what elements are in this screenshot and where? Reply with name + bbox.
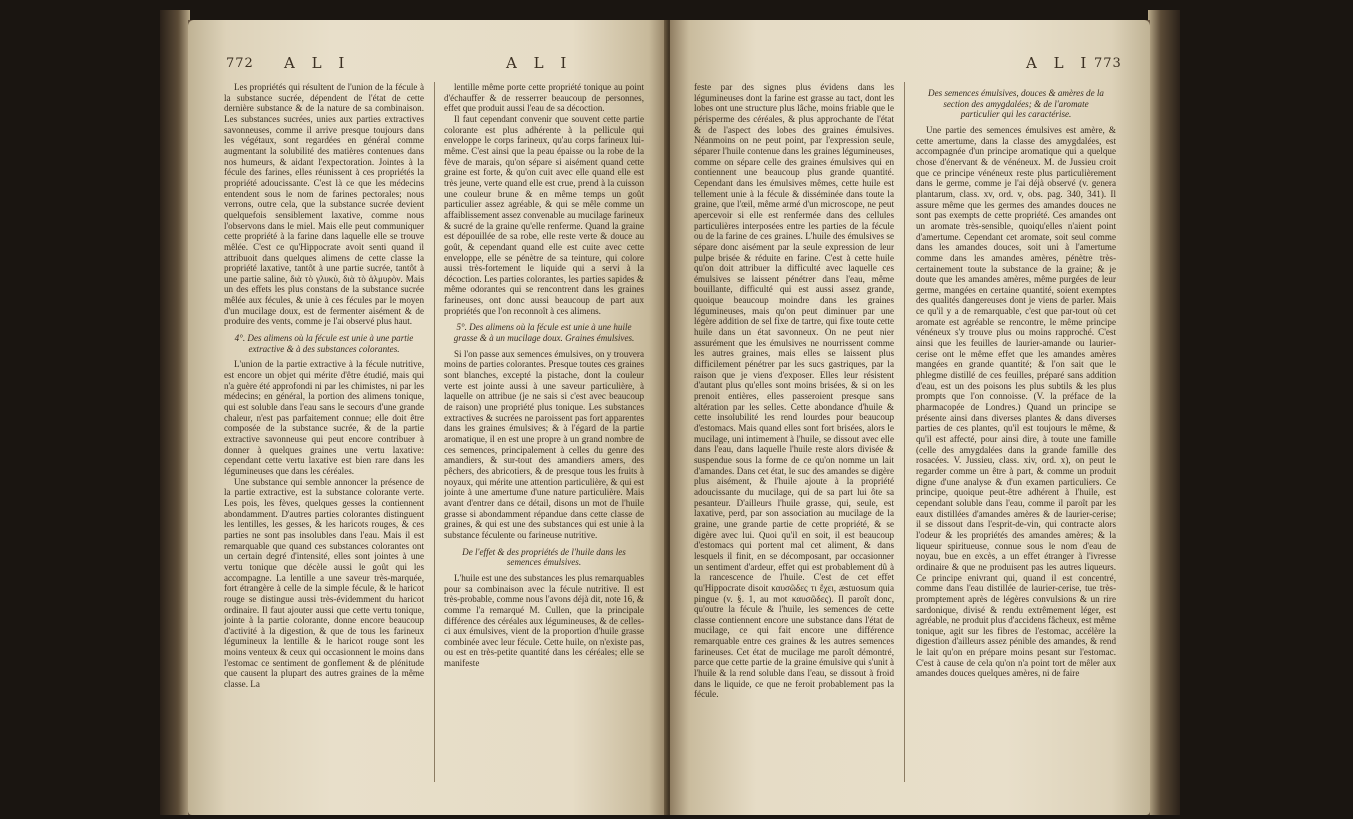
left-running-head-2: A L I: [506, 54, 573, 72]
column-rule: [904, 82, 905, 782]
section-heading: 5°. Des alimens où la fécule est unie à une huile grasse & à un mucilage doux. Graines émulsives.: [453, 322, 635, 344]
paragraph: L'union de la partie extractive à la fécule nutritive, est encore un objet qui mérite d'être étudié, mais qui n'a guère été approfondi ni par les chimistes, ni par les médecins; en général, la portion des alimens tonique, qui est soluble dans l'eau sans le secours d'une grande chaleur, n'est pas parfaitement connue; elle doit être composée de la substance sucrée, & de la partie extractive savonneuse qui peut encore contribuer à donner à quelques graines une vertu laxative: cependant cette vertu laxative est bien rare dans les légumineuses que dans les céréales.: [224, 359, 424, 476]
paragraph: Les propriétés qui résultent de l'union de la fécule à la substance sucrée, dépendent de l'état de cette dernière substance & de la nature de sa combinaison. Les substances sucrées, unies aux parties extractives savonneuses, comme il arrive presque toujours dans les végétaux, sont regardées en général comme augmentant la solubilité des matières contenues dans nos humeurs, & aidant l'expectoration. Jointes à la fécule des farines, elles réunissent à ces propriétés la propriété adoucissante. C'est là ce que les médecins entendent sous le nom de farines pectorales; nous verrons, outre cela, que la substance sucrée devient quelquefois sensiblement laxative, comme nous l'observons dans le miel. Mais elle peut communiquer cette propriété à la farine dans laquelle elle se trouve mêlée. C'est ce qu'Hippocrate avoit senti quand il attribuoit dans quelques alimens de cette classe la propriété laxative, tantôt à une partie sucrée, tantôt à une partie saline, διὰ τὸ γλυκὺ, διὰ τὸ ἁλμυρὸν. Mais un des effets les plus constans de la substance sucrée mêlée aux fécules, & unie à ces fécules par le moyen d'un mucilage doux, est de fermenter aisément & de produire des vents, comme je l'ai observé plus haut.: [224, 82, 424, 327]
section-heading: 4°. Des alimens où la fécule est unie à une partie extractive & à des substances colorantes.: [234, 333, 414, 354]
column-rule: [434, 82, 435, 782]
left-column-2: [444, 82, 644, 787]
right-column-1: [694, 82, 894, 787]
section-heading: De l'effet & des propriétés de l'huile dans les semences émulsives.: [462, 546, 626, 568]
paragraph: Il faut cependant convenir que souvent cette partie colorante est plus adhérente à la pellicule qui enveloppe le corps farineux, qu'au corps farineux lui-même. C'est ainsi que la peau épaisse ou la robe de la fève de marais, qu'on sépare si aisément quand cette graine est forte, & qu'on cuit avec elle quand elle est très jeune, verte quand elle est crue, prend à la cuisson une couleur brune & en même temps un goût particulier assez agréable, & qui se mêle comme un affaiblissement assez convenable au mucilage farineux & sucré de la graine qu'elle renferme. Quand la graine est dépouillée de sa robe, elle reste verte & douce au goût, & cependant quand elle est cuite avec cette enveloppe, elle se pénètre de sa teinture, qui colore aussi très-fortement le liquide qui a servi à la décoction. Les parties colorantes, les parties sapides & même odorantes qui se rencontrent dans les graines farineuses, ont donc aussi beaucoup de part aux propriétés que l'on reconnoît à ces alimens.: [444, 113, 644, 316]
book-edge-left: [160, 10, 190, 815]
paragraph: Une partie des semences émulsives est amère, & cette amertume, dans la classe des amygdalées, est accompagnée d'un principe aromatique qui a quelque chose d'énervant & de vénéneux. M. de Jussieu croit que ce principe vénéneux reste plus particulièrement dans le germe, comme je l'ai déjà observé (v. genera plantarum, class. xv, ord. v, obs. pag. 340, 341). Il assure même que les germes des amandes douces ne sont pas exempts de cette propriété. Ces amandes ont un aromate très-sensible, quoiqu'elles n'aient point d'amertume. Cependant cet aromate, soit seul comme dans les amandes douces, soit uni à l'amertume comme dans les amandes amères, pénètre très-certainement toute la substance de la graine; & je doute que les amandes amères, même purgées de leur germe, mangées en certaine quantité, soient exemptes des qualités dangereuses dont je viens de parler. Mais ce qu'il y a de remarquable, c'est que par-tout où cet aromate est agréable se rencontre, le même principe vénéneux s'y trouve plus ou moins rapproché. C'est ainsi que les feuilles de laurier-amande ou laurier-cerise ont le même effet que les amandes amères mangées en grande quantité; & l'on sait que le phlegme distillé de ces feuilles, préparé sans addition d'eau, est un des poisons les plus subtils & les plus prompts que l'on connoisse. (V. la préface de la pharmacopée de Londres.) Quand un principe se présente ainsi dans diverses plantes & dans diverses parties de ces plantes, qu'il est toujours le même, & qu'il est affecté, pour ainsi dire, à toute une famille (celle des amygdalées dans la grande famille des rosacées. V. Jussieu, class. xiv, ord. x), on peut le regarder comme un être à part, & comme un produit digne d'une analyse & d'un examen particuliers. Ce principe, quoique peut-être adhérent à l'huile, est cependant soluble dans l'eau, comme il paroît par les eaux distillées d'amandes amères & de laurier-cerise; il se dissout dans l'esprit-de-vin, qui contracte alors l'odeur & les propriétés des amandes amères; & la liqueur spiritueuse, connue sous le nom d'eau de noyau, bue en excès, a un effet étranger à l'ivresse ordinaire & que ne produisent pas les autres liqueurs. Ce principe enivrant qui, quand il est concentré, comme dans l'eau distillée de laurier-cerise, tue très-promptement après de légères convulsions & un rire sardonique, divisé & rendu extrêmement léger, est agréable, ne produit plus d'accidens fâcheux, est même tonique, agit sur les fibres de l'estomac, accélère la digestion d'ailleurs assez pénible des amandes, & rend le lait qu'on en prépare moins pesant sur l'estomac. C'est à cause de cela qu'on n'a point tort de mêler aux amandes douces quelques amères, ni de faire: [916, 124, 1116, 679]
left-page: [188, 20, 668, 815]
right-column-2: [916, 82, 1116, 787]
paragraph: Une substance qui semble annoncer la présence de la partie extractive, est la substance colorante verte. Les pois, les fèves, quelques gesses la contiennent abondamment. D'autres parties colorantes distinguent les lentilles, les gesses, & les haricots rouges, & ces parties ne sont pas insolubles dans l'eau. Mais il est remarquable que quand ces substances colorantes ont un certain degré d'intensité, elles sont jointes à une vertu tonique que décèle aussi le goût qui les accompagne. La lentille a une saveur très-marquée, fort étrangère à celle de la simple fécule, & le haricot rouge se distingue aussi très-évidemment du haricot ordinaire. Il faut ajouter aussi que cette vertu tonique, jointe à la partie colorante, donne encore beaucoup d'activité à la digestion, & que de tous les farineux légumineux la lentille & le haricot rouge sont les moins venteux & ceux qui occasionnent le moins dans l'estomac ce sentiment de gonflement & de plénitude que causent la plupart des autres graines de la même classe. La: [224, 476, 424, 690]
right-page-number: 773: [1094, 56, 1122, 71]
left-column-1: [224, 82, 424, 787]
section-heading: Des semences émulsives, douces & amères de la section des amygdalées; & de l'aromate particulier qui les caractérise.: [928, 88, 1104, 120]
open-book: [188, 20, 1150, 815]
paragraph: Si l'on passe aux semences émulsives, on y trouvera moins de parties colorantes. Presque toutes ces graines sont blanches, excepté la pistache, dont la couleur verte est jointe aussi à une saveur particulière, à laquelle on attribue (je ne sais si c'est avec beaucoup de raison) une propriété plus tonique. Les substances extractives & sucrées ne paroissent pas fort apparentes dans les graines émulsives; & à l'égard de la partie aromatique, il en est une propre à un grand nombre de ces semences, principalement à celles du genre des amandiers, & sur-tout des amandiers amers, des pêchers, des abricotiers, & de presque tous les fruits à noyaux, qui mérite une attention particulière, & qui est jointe à une amertume d'une nature particulière. Mais avant d'entrer dans ce détail, disons un mot de l'huile grasse si abondamment répandue dans cette classe de graines, & qui est une des substances qui est unie à la substance féculente ou farineuse nutritive.: [444, 348, 644, 540]
right-page: [670, 20, 1150, 815]
paragraph: L'huile est une des substances les plus remarquables pour sa combinaison avec la fécule nutritive. Il est très-probable, comme nous l'avons déjà dit, note 16, & comme l'a remarqué M. Cullen, que la principale différence des céréales aux légumineuses, & de celles-ci aux émulsives, vient de la proportion d'huile grasse combinée avec leur fécule. Cette huile, on n'existe pas, ou est en très-petite quantité dans les céréales; elle se manifeste: [444, 572, 644, 669]
left-running-head: A L I: [284, 54, 351, 72]
left-page-number: 772: [226, 56, 254, 71]
paragraph: feste par des signes plus évidens dans les légumineuses dont la farine est grasse au tact, dont les lobes ont une structure plus lâche, moins friable que le périsperme des céréales, & plus approchante de l'état & de l'aspect des lobes des graines émulsives. Néanmoins on ne peut point, par l'expression seule, séparer l'huile contenue dans les graines légumineuses, comme on sépare celle des graines émulsives qui en contiennent une beaucoup plus grande quantité. Cependant dans les émulsives mêmes, cette huile est tellement unie à la fécule & disséminée dans toute la graine, que l'œil, même armé d'un microscope, ne peut apercevoir si elle est renfermée dans des cellules particulières interposées entre les parties de la fécule ou de la farine de ces graines. L'huile des émulsives se sépare donc aisément par la seule expression de leur pulpe brisée & réduite en farine. C'est à cette huile qu'on doit attribuer la difficulté avec laquelle ces émulsives se laissent pénétrer dans l'eau, même bouillante, difficulté qui est aussi assez grande, quoique beaucoup moindre dans les graines légumineuses, mais qu'on peut diminuer par une légère addition de sel fixe de tartre, qui fixe toute cette huile dans un état savonneux. On ne peut nier assurément que les émulsives ne nourrissent comme les autres graines, mais elles se laissent plus difficilement pénétrer par les sucs gastriques, par la raison que je viens d'exposer. Elles leur résistent d'autant plus qu'elles sont moins brisées, & si on les prenoit entières, elles passeroient presque sans altération par les selles. Cette abondance d'huile & cette insolubilité les rend lourdes pour beaucoup d'estomacs. Mais quand elles sont fort brisées, alors le mucilage, uni intimement à l'huile, se dissout avec elle dans l'eau, dans laquelle l'huile reste alors divisée & suspendue sous la forme de ce qu'on nomme un lait d'amandes. Dans cet état, le suc des amandes se digère plus aisément, & l'huile ajoute à la propriété adoucissante du mucilage, qui de sa part lui ôte sa pesanteur. D'ailleurs l'huile grasse, qui, seule, est laxative, perd, par son association au mucilage de la graine, une grande partie de cette propriété, & se digère avec lui. Quoi qu'il en soit, il est beaucoup d'estomacs qui portent mal cet aliment, & dans lesquels il finit, en se décomposant, par occasionner un sentiment d'ardeur, effet qui est probablement dû à la rancescence de l'huile. C'est de cet effet qu'Hippocrate disoit καυσῶδες τι ἔχει, æstuosum quia pingue (v. §. 1, au mot καυσῶδες). Il paroît donc, qu'outre la fécule & l'huile, les semences de cette classe contiennent encore une substance dans l'état de mucilage, ce qui fait encore une différence remarquable entre ces graines & les autres semences farineuses. Cet état de mucilage me paroît démontré, parce que cette partie de la graine émulsive qui s'unit à l'huile & la rend soluble dans l'eau, se dissout à froid dans le liquide, ce que ne feroit probablement pas la fécule.: [694, 82, 894, 700]
right-running-head: A L I: [1026, 54, 1093, 72]
book-edge-right: [1148, 10, 1180, 815]
paragraph: lentille même porte cette propriété tonique au point d'échauffer & de resserrer beaucoup de personnes, effet que produit aussi l'eau de sa décoction.: [444, 82, 644, 114]
